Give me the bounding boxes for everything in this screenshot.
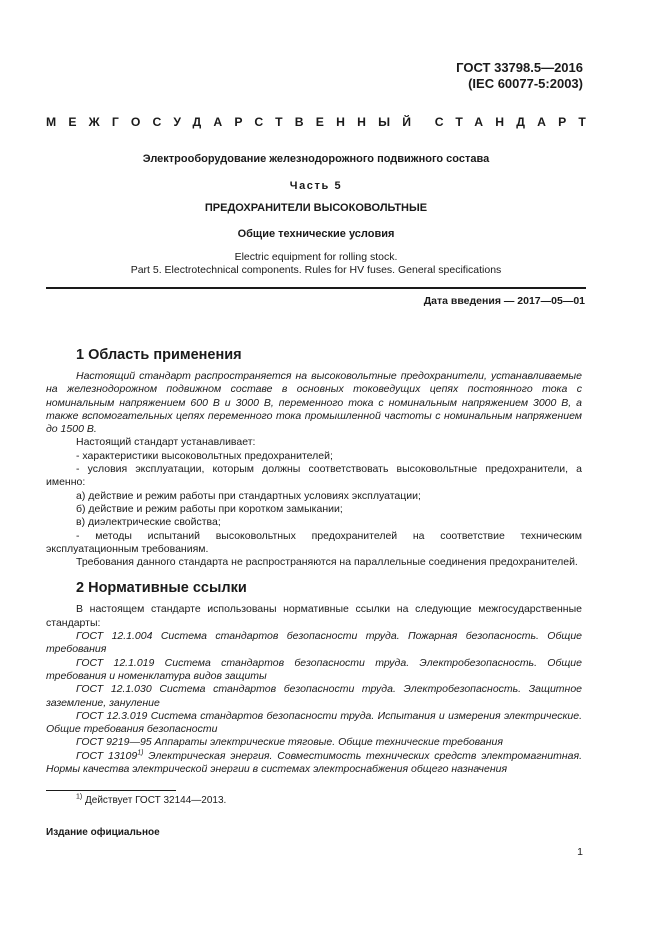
list-item: - условия эксплуатации, которым должны соответствовать высоковольтные предохранители, а именно: <box>46 463 582 489</box>
reference-item: ГОСТ 12.1.030 Система стандартов безопасности труда. Электробезопасность. Защитное заземление, зануление <box>46 683 582 709</box>
list-item: - методы испытаний высоковольтных предохранителей на соответствие техническим эксплуатационным требованиям. <box>46 529 582 555</box>
list-item: в) диэлектрические свойства; <box>76 516 221 529</box>
section-heading: 1 Область применения <box>76 347 242 363</box>
iec-number: (IEC 60077-5:2003) <box>468 76 583 91</box>
part-label: Часть 5 <box>289 180 343 192</box>
paragraph: Настоящий стандарт устанавливает: <box>76 436 256 449</box>
main-content <box>46 347 582 776</box>
standard-word: СТАНДАРТ <box>434 115 598 129</box>
reference-item <box>46 750 582 777</box>
reference-item: ГОСТ 12.3.019 Система стандартов безопасности труда. Испытания и измерения электрические. Общие требования безопасности <box>46 709 582 736</box>
standard-designation <box>456 60 583 92</box>
gost-number: ГОСТ 33798.5—2016 <box>456 60 583 75</box>
english-title <box>46 251 586 277</box>
subject-title: ПРЕДОХРАНИТЕЛИ ВЫСОКОВОЛЬТНЫЕ <box>204 202 428 214</box>
reference-item: ГОСТ 12.1.019 Система стандартов безопасности труда. Электробезопасность. Общие требования и номенклатура видов защиты <box>46 656 582 682</box>
footnote-text: Действует ГОСТ 32144—2013. <box>82 795 227 806</box>
list-item: - характеристики высоковольтных предохранителей; <box>76 449 333 462</box>
footnote-divider <box>46 790 176 791</box>
footnote <box>76 795 226 806</box>
interstate-standard-banner <box>46 115 598 129</box>
footnote-marker: 1) <box>137 749 144 757</box>
reference-item: ГОСТ 9219—95 Аппараты электрические тяговые. Общие технические требования <box>76 736 504 749</box>
section-heading: 2 Нормативные ссылки <box>76 580 247 597</box>
header-divider <box>46 287 586 289</box>
reference-text: Электрическая энергия. Совместимость технических средств электромагнитная. Нормы качества электрической энергии в системах электроснабжения общего назначения <box>46 749 582 776</box>
paragraph: Настоящий стандарт распространяется на высоковольтные предохранители, устанавливаемые на железнодорожном подвижном составе в основных токоведущих цепях постоянного тока с номинальным напряжением 600 В и 3000 В, переменного тока с номинальным напряжением 3000 В, а также вспомогательных цепях переменного тока промышленной частоты с номинальным напряжением до 1500 В. <box>46 370 582 436</box>
english-title-line: Electric equipment for rolling stock. <box>234 251 398 263</box>
list-item: а) действие и режим работы при стандартных условиях эксплуатации; <box>76 489 421 502</box>
list-item: б) действие и режим работы при коротком замыкании; <box>76 502 343 515</box>
introduction-date: Дата введения — 2017—05—01 <box>423 295 585 307</box>
paragraph: В настоящем стандарте использованы нормативные ссылки на следующие межгосударственные стандарты: <box>46 603 582 629</box>
reference-code: ГОСТ 13109 <box>76 749 138 762</box>
footnote-mark: 1) <box>76 793 83 801</box>
reference-item: ГОСТ 12.1.004 Система стандартов безопасности труда. Пожарная безопасность. Общие требования <box>46 630 582 656</box>
english-title-line: Part 5. Electrotechnical components. Rules for HV fuses. General specifications <box>130 264 502 276</box>
page-number: 1 <box>577 846 583 858</box>
paragraph: Требования данного стандарта не распространяются на параллельные соединения предохранителей. <box>76 556 578 569</box>
general-specs-title: Общие технические условия <box>237 228 395 240</box>
official-edition-label: Издание официальное <box>46 827 160 838</box>
document-title: Электрооборудование железнодорожного подвижного состава <box>142 153 490 165</box>
interstate-word: МЕЖГОСУДАРСТВЕННЫЙ <box>46 115 424 129</box>
